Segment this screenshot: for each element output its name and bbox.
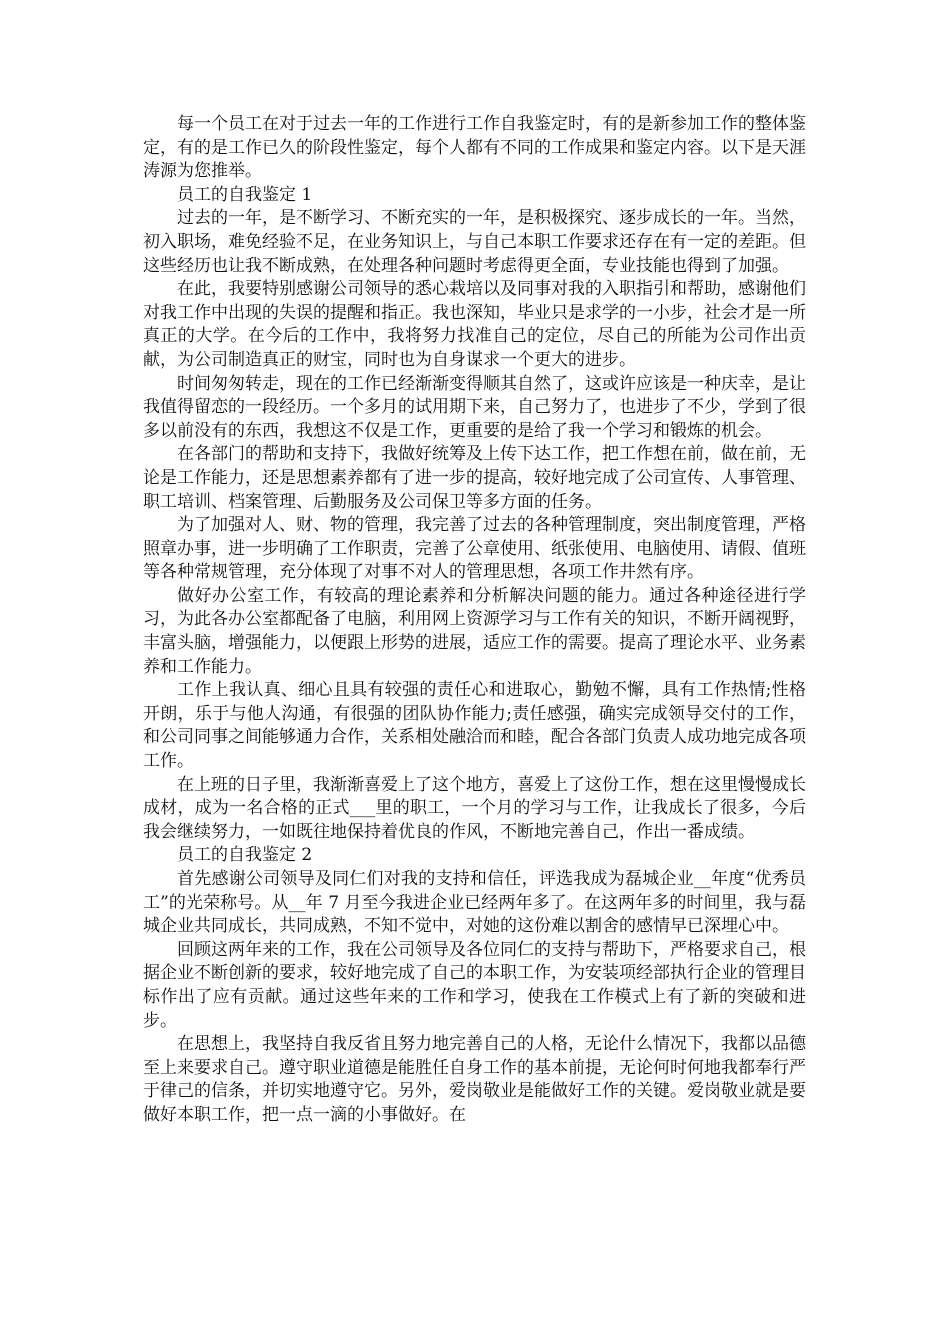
paragraph: 过去的一年，是不断学习、不断充实的一年，是积极探究、逐步成长的一年。当然，初入职场，难免经验不足，在业务知识上，与自己本职工作要求还存在有一定的差距。但这些经历也让我不断成熟，在处理各种问题时考虑得更全面，专业技能也得到了加强。	[143, 208, 806, 276]
paragraph: 在思想上，我坚持自我反省且努力地完善自己的人格，无论什么情况下，我都以品德至上来要求自己。遵守职业道德是能胜任自身工作的基本前提，无论何时何地我都奉行严于律己的信条，并切实地遵守它。另外，爱岗敬业是能做好工作的关键。爱岗敬业就是要做好本职工作，把一点一滴的小事做好。在	[143, 1034, 806, 1125]
paragraph: 在此，我要特别感谢公司领导的悉心栽培以及同事对我的入职指引和帮助，感谢他们对我工作中出现的失误的提醒和指正。我也深知，毕业只是求学的一小步，社会才是一所真正的大学。在今后的工作中，我将努力找准自己的定位，尽自己的所能为公司作出贡献，为公司制造真正的财宝，同时也为自身谋求一个更大的进步。	[143, 279, 806, 370]
paragraph: 首先感谢公司领导及同仁们对我的支持和信任，评选我成为磊城企业__年度“优秀员工”的光荣称号。从__年 7 月至今我进企业已经两年多了。在这两年多的时间里，我与磊城企业共同成长，共同成熟，不知不觉中，对她的这份难以割舍的感情早已深埋心中。	[143, 869, 806, 937]
document-body	[143, 113, 806, 1128]
paragraph: 回顾这两年来的工作，我在公司领导及各位同仁的支持与帮助下，严格要求自己，根据企业不断创新的要求，较好地完成了自己的本职工作，为安装项经部执行企业的管理目标作出了应有贡献。通过这些年来的工作和学习，使我在工作模式上有了新的突破和进步。	[143, 939, 806, 1031]
paragraph: 在各部门的帮助和支持下，我做好统筹及上传下达工作，把工作想在前，做在前，无论是工作能力，还是思想素养都有了进一步的提高，较好地完成了公司宣传、人事管理、职工培训、档案管理、后勤服务及公司保卫等多方面的任务。	[143, 444, 806, 512]
paragraph: 在上班的日子里，我渐渐喜爱上了这个地方，喜爱上了这份工作，想在这里慢慢成长成材，成为一名合格的正式___里的职工，一个月的学习与工作，让我成长了很多，今后我会继续努力，一如既往地保持着优良的作风，不断地完善自己，作出一番成绩。	[143, 774, 806, 842]
paragraph: 为了加强对人、财、物的管理，我完善了过去的各种管理制度，突出制度管理，严格照章办事，进一步明确了工作职责，完善了公章使用、纸张使用、电脑使用、请假、值班等各种常规管理，充分体现了对事不对人的管理思想，各项工作井然有序。	[143, 515, 806, 583]
section-heading-1: 员工的自我鉴定 1	[177, 184, 313, 205]
section-heading-2: 员工的自我鉴定 2	[177, 845, 313, 866]
paragraph: 时间匆匆转走，现在的工作已经渐渐变得顺其自然了，这或许应该是一种庆幸，是让我值得留恋的一段经历。一个多月的试用期下来，自己努力了，也进步了不少，学到了很多以前没有的东西，我想这不仅是工作，更重要的是给了我一个学习和锻炼的机会。	[143, 373, 806, 441]
intro-paragraph: 每一个员工在对于过去一年的工作进行工作自我鉴定时，有的是新参加工作的整体鉴定，有的是工作已久的阶段性鉴定，每个人都有不同的工作成果和鉴定内容。以下是天涯涛源为您推举。	[143, 114, 806, 182]
paragraph: 工作上我认真、细心且具有较强的责任心和进取心，勤勉不懈，具有工作热情;性格开朗，乐于与他人沟通，有很强的团队协作能力;责任感强，确实完成领导交付的工作，和公司同事之间能够通力合作，关系相处融洽而和睦，配合各部门负责人成功地完成各项工作。	[143, 680, 806, 772]
paragraph: 做好办公室工作，有较高的理论素养和分析解决问题的能力。通过各种途径进行学习，为此各办公室都配备了电脑，利用网上资源学习与工作有关的知识，不断开阔视野，丰富头脑，增强能力，以便跟上形势的进展，适应工作的需要。提高了理论水平、业务素养和工作能力。	[143, 585, 806, 677]
